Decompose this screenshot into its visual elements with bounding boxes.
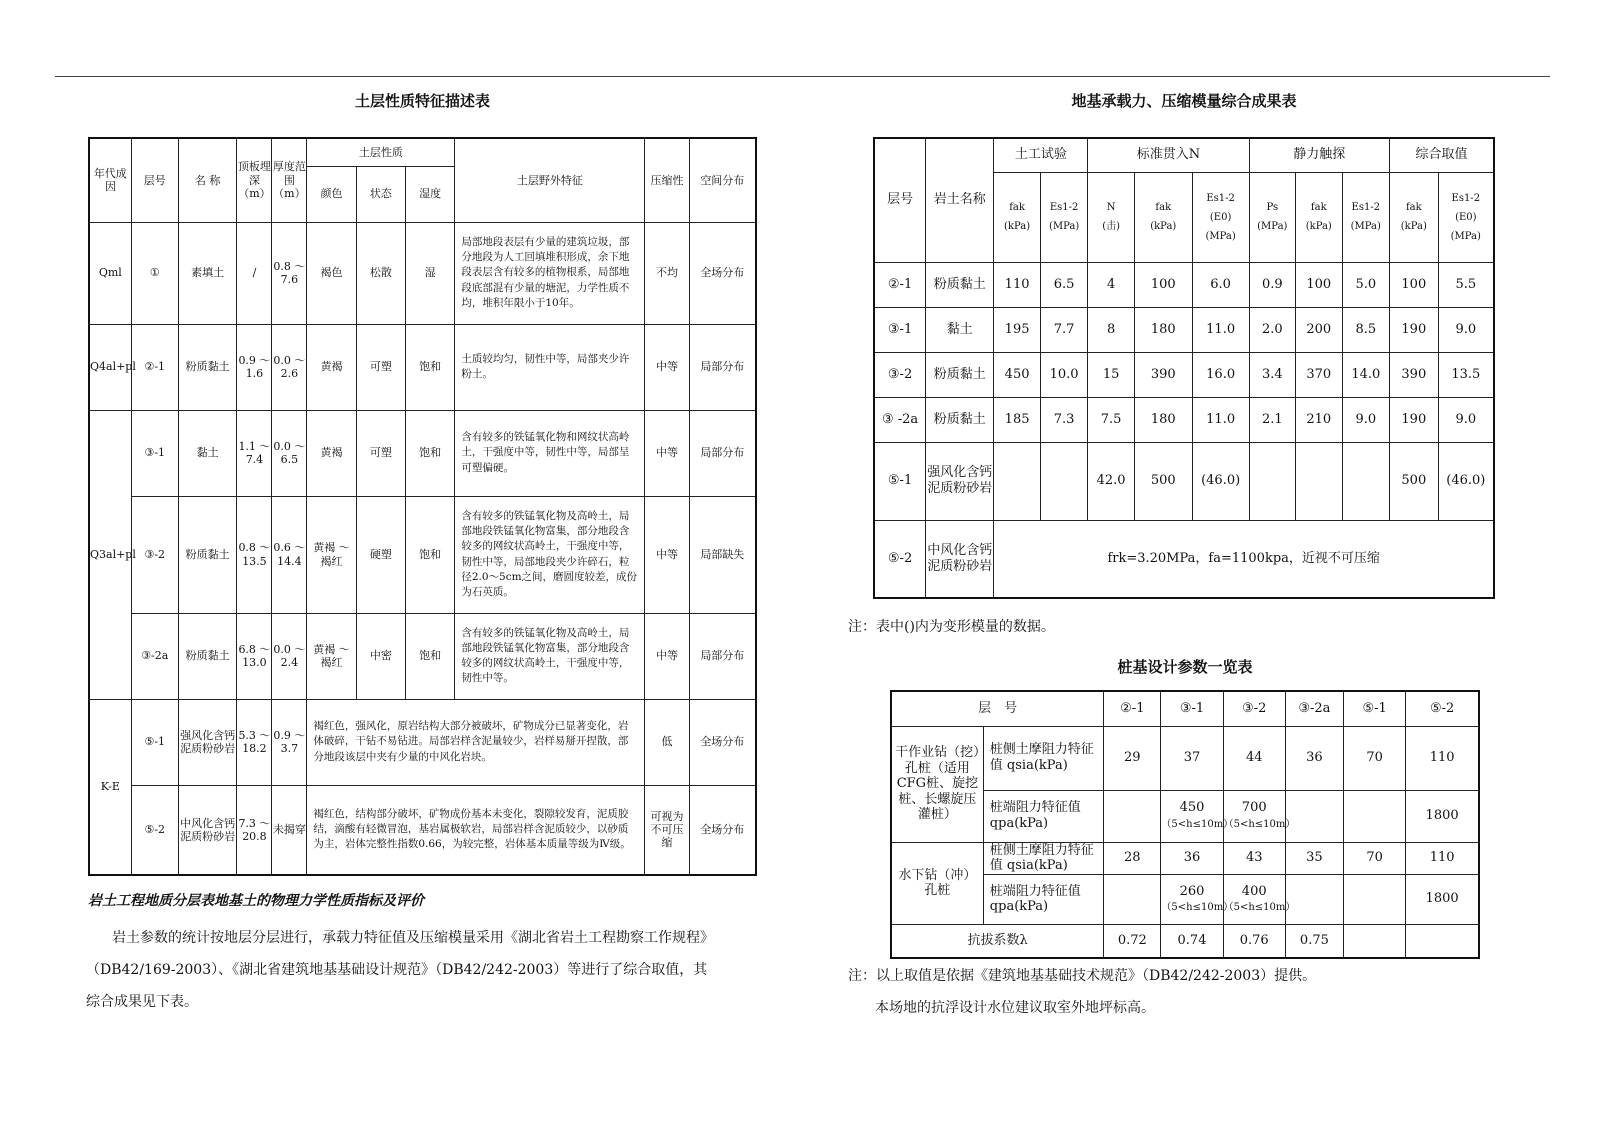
value-cell: 15	[1088, 352, 1134, 397]
end-resistance-label: 桩端阻力特征值 qpa(kPa)	[983, 790, 1103, 842]
value-cell: 200	[1296, 307, 1342, 352]
value-cell: 100	[1296, 262, 1342, 307]
value-cell: 2.1	[1249, 397, 1295, 442]
col-header: ⑤-2	[1406, 691, 1479, 726]
comp-cell: 中等	[645, 496, 689, 613]
value-cell	[1344, 874, 1406, 924]
value-cell: 43	[1223, 842, 1285, 874]
value-cell	[1249, 442, 1295, 520]
value-cell: 500	[1390, 442, 1439, 520]
value-cell: 370	[1296, 352, 1342, 397]
value-cell: 7.3	[1040, 397, 1088, 442]
value-cell: 4	[1088, 262, 1134, 307]
value-cell: 42.0	[1088, 442, 1134, 520]
value-cell: 195	[994, 307, 1040, 352]
value-cell: 8.5	[1342, 307, 1390, 352]
value-cell: 0.74	[1161, 924, 1223, 958]
hdr-fak: fak (kPa)	[994, 172, 1040, 262]
table-row	[89, 222, 756, 324]
value-cell: 450	[994, 352, 1040, 397]
name-cell: 粉质黏土	[178, 613, 237, 699]
value-cell: 110	[994, 262, 1040, 307]
hum-cell: 饱和	[406, 496, 455, 613]
hdr-es: Es1-2 (E0) (MPa)	[1438, 172, 1494, 262]
value-cell	[994, 442, 1040, 520]
table-row	[89, 410, 756, 496]
value-cell: 11.0	[1192, 307, 1249, 352]
name-cell: 黏土	[926, 307, 994, 352]
name-cell: 黏土	[178, 410, 237, 496]
hdr-color: 颜色	[307, 166, 356, 222]
value-cell: 185	[994, 397, 1040, 442]
layer-cell: ⑤-2	[131, 785, 178, 875]
hdr-state: 状态	[356, 166, 405, 222]
value-cell: 29	[1104, 726, 1161, 790]
comp-cell: 中等	[645, 613, 689, 699]
desc-cell: 含有较多的铁锰氧化物和网纹状高岭土，干强度中等，韧性中等，局部呈可塑偏硬。	[455, 410, 645, 496]
merged-note-cell: frk=3.20MPa，fa=1100kpa，近视不可压缩	[994, 520, 1494, 598]
value-cell: 110	[1406, 842, 1479, 874]
value-cell: 0.9	[1249, 262, 1295, 307]
value-cell: 390	[1134, 352, 1192, 397]
value-cell	[1285, 874, 1343, 924]
depth-cell: 1.1 ～ 7.4	[237, 410, 272, 496]
hdr-field: 土层野外特征	[455, 138, 645, 222]
hdr-layer: 层号	[874, 138, 926, 262]
desc-cell: 褐红色，结构部分破坏，矿物成份基本未变化，裂隙较发育，泥质胶结，滴酸有轻微冒泡，基岩属极软岩，局部岩样含泥质较少，以砂质为主，岩体完整性指数0.66，为较完整，岩体基本质量等级为Ⅳ级。	[307, 785, 645, 875]
table-row	[89, 324, 756, 410]
body-para-line3: 综合成果见下表。	[86, 994, 198, 1010]
name-cell: 粉质黏土	[926, 352, 994, 397]
comp-cell: 不均	[645, 222, 689, 324]
state-cell: 松散	[356, 222, 405, 324]
name-cell: 中风化含钙泥质粉砂岩	[178, 785, 237, 875]
value-cell: 260 （5<h≤10m）	[1161, 874, 1223, 924]
depth-cell: 6.8 ～ 13.0	[237, 613, 272, 699]
value-cell: 11.0	[1192, 397, 1249, 442]
value-cell: 8	[1088, 307, 1134, 352]
value-cell: 0.75	[1285, 924, 1343, 958]
hdr-props: 土层性质	[307, 138, 455, 166]
depth-cell: 0.8 ～ 13.5	[237, 496, 272, 613]
col-header: ②-1	[1104, 691, 1161, 726]
state-cell: 可塑	[356, 410, 405, 496]
note-anti-float: 本场地的抗浮设计水位建议取室外地坪标高。	[875, 1000, 1155, 1016]
state-cell: 中密	[356, 613, 405, 699]
layer-cell: ⑤-1	[874, 442, 926, 520]
value-cell: 1800	[1406, 874, 1479, 924]
layer-cell: ③-2	[874, 352, 926, 397]
name-cell: 粉质黏土	[926, 262, 994, 307]
color-cell: 黄褐 ～ 褐红	[307, 496, 356, 613]
value-cell: 5.5	[1438, 262, 1494, 307]
uplift-label: 抗拔系数λ	[891, 924, 1104, 958]
value-cell	[1344, 790, 1406, 842]
layer-cell: ②-1	[874, 262, 926, 307]
dist-cell: 局部分布	[689, 410, 756, 496]
top-rule	[55, 76, 1550, 77]
value-cell: 400 （5<h≤10m）	[1223, 874, 1285, 924]
hdr-es: Es1-2 (MPa)	[1040, 172, 1088, 262]
hum-cell: 饱和	[406, 410, 455, 496]
layer-cell: ③-1	[874, 307, 926, 352]
value-cell: 0.72	[1104, 924, 1161, 958]
depth-cell: /	[237, 222, 272, 324]
table-row	[874, 307, 1494, 352]
value-cell: 28	[1104, 842, 1161, 874]
hdr-ps: Ps (MPa)	[1249, 172, 1295, 262]
layer-cell: ③-1	[131, 410, 178, 496]
value-cell: 190	[1390, 307, 1439, 352]
table-row	[874, 397, 1494, 442]
hdr-fak: fak (kPa)	[1134, 172, 1192, 262]
value-cell: 210	[1296, 397, 1342, 442]
color-cell: 黄褐	[307, 410, 356, 496]
dist-cell: 局部分布	[689, 324, 756, 410]
col-header: ③-1	[1161, 691, 1223, 726]
color-cell: 褐色	[307, 222, 356, 324]
value-cell: 36	[1161, 842, 1223, 874]
value-cell	[1406, 924, 1479, 958]
table-row	[891, 726, 1479, 790]
value-cell: 10.0	[1040, 352, 1088, 397]
note-basis: 注：以上取值是依据《建筑地基基础技术规范》（DB42/242-2003）提供。	[848, 968, 1317, 984]
name-cell: 粉质黏土	[926, 397, 994, 442]
table-row	[89, 496, 756, 613]
value-cell: 14.0	[1342, 352, 1390, 397]
value-cell: 450 （5<h≤10m）	[1161, 790, 1223, 842]
depth-cell: 0.9 ～ 1.6	[237, 324, 272, 410]
name-cell: 强风化含钙泥质粉砂岩	[926, 442, 994, 520]
hdr-fak: fak (kPa)	[1296, 172, 1342, 262]
value-cell	[1040, 442, 1088, 520]
col-header: ⑤-1	[1344, 691, 1406, 726]
name-cell: 强风化含钙泥质粉砂岩	[178, 699, 237, 785]
color-cell: 黄褐 ～ 褐红	[307, 613, 356, 699]
thick-cell: 0.8 ～ 7.6	[272, 222, 307, 324]
value-cell: 7.5	[1088, 397, 1134, 442]
value-cell	[1296, 442, 1342, 520]
thick-cell: 0.6 ～ 14.4	[272, 496, 307, 613]
hum-cell: 饱和	[406, 613, 455, 699]
value-cell: 70	[1344, 842, 1406, 874]
body-para-line1: 岩土参数的统计按地层分层进行，承载力特征值及压缩模量采用《湖北省岩土工程勘察工作规程》	[112, 930, 714, 946]
hdr-thickness: 厚度范围（m）	[272, 138, 307, 222]
value-cell	[1344, 924, 1406, 958]
hdr-compress: 压缩性	[645, 138, 689, 222]
state-cell: 硬塑	[356, 496, 405, 613]
desc-cell: 含有较多的铁锰氧化物及高岭土，局部地段铁锰氧化物富集，部分地段含较多的网纹状高岭土，干强度中等，韧性中等，局部地段夹少许碎石，粒径2.0～5cm之间，磨圆度较差，成份为石英质。	[455, 496, 645, 613]
value-cell: 100	[1390, 262, 1439, 307]
name-cell: 素填土	[178, 222, 237, 324]
value-cell	[1342, 442, 1390, 520]
col-header: ③-2	[1223, 691, 1285, 726]
value-cell: (46.0)	[1192, 442, 1249, 520]
value-cell: (46.0)	[1438, 442, 1494, 520]
value-cell: 700 （5<h≤10m）	[1223, 790, 1285, 842]
table-row	[89, 613, 756, 699]
value-cell: 100	[1134, 262, 1192, 307]
side-friction-label: 桩侧土摩阻力特征值 qsia(kPa)	[983, 726, 1103, 790]
value-cell: 110	[1406, 726, 1479, 790]
value-cell: 390	[1390, 352, 1439, 397]
hdr-n: N (击)	[1088, 172, 1134, 262]
thick-cell: 0.0 ～ 6.5	[272, 410, 307, 496]
right-table2-title: 桩基设计参数一览表	[1117, 658, 1253, 676]
thick-cell: 0.9 ～ 3.7	[272, 699, 307, 785]
layer-cell: ⑤-2	[874, 520, 926, 598]
thick-cell: 0.0 ～ 2.4	[272, 613, 307, 699]
table-row	[89, 785, 756, 875]
depth-cell: 5.3 ～ 18.2	[237, 699, 272, 785]
value-cell: 500	[1134, 442, 1192, 520]
table-row	[891, 924, 1479, 958]
dist-cell: 局部缺失	[689, 496, 756, 613]
hdr-comp-value: 综合取值	[1390, 138, 1494, 172]
comp-cell: 中等	[645, 324, 689, 410]
note-deformation: 注：表中()内为变形模量的数据。	[848, 619, 1055, 635]
desc-cell: 局部地段表层有少量的建筑垃圾，部分地段为人工回填堆积形成，余下地段表层含有较多的植物根系，局部地段底部混有少量的塘泥，力学性质不均，堆积年限小于10年。	[455, 222, 645, 324]
state-cell: 可塑	[356, 324, 405, 410]
hdr-rock-name: 岩土名称	[926, 138, 994, 262]
era-cell: Q4al+pl	[89, 324, 131, 410]
era-cell: Q3al+pl	[89, 410, 131, 699]
value-cell: 180	[1134, 397, 1192, 442]
hdr-era: 年代成因	[89, 138, 131, 222]
hdr-humidity: 湿度	[406, 166, 455, 222]
bearing-capacity-table	[873, 137, 1495, 599]
table-row	[891, 842, 1479, 874]
layer-cell: ③ -2a	[874, 397, 926, 442]
era-cell: K-E	[89, 699, 131, 875]
soil-description-table	[88, 137, 757, 876]
table-row	[874, 262, 1494, 307]
layer-cell: ①	[131, 222, 178, 324]
value-cell: 13.5	[1438, 352, 1494, 397]
left-table-title: 土层性质特征描述表	[354, 92, 490, 110]
name-cell: 粉质黏土	[178, 496, 237, 613]
hdr-spt: 标准贯入N	[1088, 138, 1249, 172]
layer-cell: ⑤-1	[131, 699, 178, 785]
table-row	[874, 520, 1494, 598]
layer-cell: ②-1	[131, 324, 178, 410]
dist-cell: 局部分布	[689, 613, 756, 699]
value-cell: 1800	[1406, 790, 1479, 842]
hdr-es: Es1-2 (E0) (MPa)	[1192, 172, 1249, 262]
table-row	[874, 442, 1494, 520]
value-cell: 0.76	[1223, 924, 1285, 958]
value-cell	[1104, 790, 1161, 842]
hdr-es: Es1-2 (MPa)	[1342, 172, 1390, 262]
value-cell	[1285, 790, 1343, 842]
col-header: ③-2a	[1285, 691, 1343, 726]
layer-cell: ③-2a	[131, 613, 178, 699]
value-cell: 6.5	[1040, 262, 1088, 307]
desc-cell: 土质较均匀，韧性中等，局部夹少许粉土。	[455, 324, 645, 410]
value-cell: 6.0	[1192, 262, 1249, 307]
value-cell: 35	[1285, 842, 1343, 874]
depth-cell: 7.3 ～ 20.8	[237, 785, 272, 875]
layer-cell: ③-2	[131, 496, 178, 613]
name-cell: 粉质黏土	[178, 324, 237, 410]
body-para-line2: （DB42/169-2003）、《湖北省建筑地基基础设计规范》（DB42/242-2003）等进行了综合取值，其	[86, 962, 708, 978]
side-friction-label: 桩侧土摩阻力特征值 qsia(kPa)	[983, 842, 1103, 874]
hum-cell: 饱和	[406, 324, 455, 410]
section-heading: 岩土工程地质分层表地基土的物理力学性质指标及评价	[88, 893, 424, 909]
value-cell: 3.4	[1249, 352, 1295, 397]
hdr-layer: 层号	[131, 138, 178, 222]
comp-cell: 中等	[645, 410, 689, 496]
value-cell: 190	[1390, 397, 1439, 442]
value-cell: 44	[1223, 726, 1285, 790]
desc-cell: 含有较多的铁锰氧化物及高岭土，局部地段铁锰氧化物富集，部分地段含较多的网纹状高岭土，干强度中等，韧性中等。	[455, 613, 645, 699]
comp-cell: 低	[645, 699, 689, 785]
end-resistance-label: 桩端阻力特征值 qpa(kPa)	[983, 874, 1103, 924]
value-cell: 70	[1344, 726, 1406, 790]
dist-cell: 全场分布	[689, 222, 756, 324]
hdr-layer: 层 号	[891, 691, 1104, 726]
hdr-fak: fak (kPa)	[1390, 172, 1439, 262]
value-cell: 5.0	[1342, 262, 1390, 307]
value-cell: 37	[1161, 726, 1223, 790]
hdr-name: 名 称	[178, 138, 237, 222]
value-cell: 16.0	[1192, 352, 1249, 397]
hum-cell: 湿	[406, 222, 455, 324]
table-row	[874, 352, 1494, 397]
right-table1-title: 地基承载力、压缩模量综合成果表	[1071, 92, 1297, 110]
value-cell: 9.0	[1342, 397, 1390, 442]
hdr-spatial: 空间分布	[689, 138, 756, 222]
name-cell: 中风化含钙泥质粉砂岩	[926, 520, 994, 598]
hdr-soil-test: 土工试验	[994, 138, 1088, 172]
value-cell: 36	[1285, 726, 1343, 790]
hdr-cpt: 静力触探	[1249, 138, 1389, 172]
pile-type-underwater: 水下钻（冲）孔桩	[891, 842, 983, 924]
value-cell: 180	[1134, 307, 1192, 352]
dist-cell: 全场分布	[689, 699, 756, 785]
value-cell: 2.0	[1249, 307, 1295, 352]
value-cell	[1104, 874, 1161, 924]
pile-design-table	[890, 690, 1480, 959]
era-cell: Qml	[89, 222, 131, 324]
pile-type-dry: 干作业钻（挖）孔桩（适用CFG桩、旋挖桩、长螺旋压灌桩）	[891, 726, 983, 842]
value-cell: 9.0	[1438, 307, 1494, 352]
value-cell: 7.7	[1040, 307, 1088, 352]
comp-cell: 可视为不可压缩	[645, 785, 689, 875]
table-row	[89, 699, 756, 785]
desc-cell: 褐红色，强风化，原岩结构大部分被破坏，矿物成分已显著变化，岩体破碎，干钻不易钻进。局部岩样含泥量较少，岩样易掰开捏散，部分地段该层中夹有少量的中风化岩块。	[307, 699, 645, 785]
thick-cell: 0.0 ～ 2.6	[272, 324, 307, 410]
value-cell: 9.0	[1438, 397, 1494, 442]
color-cell: 黄褐	[307, 324, 356, 410]
hdr-top-depth: 顶板埋深（m）	[237, 138, 272, 222]
dist-cell: 全场分布	[689, 785, 756, 875]
thick-cell: 未揭穿	[272, 785, 307, 875]
